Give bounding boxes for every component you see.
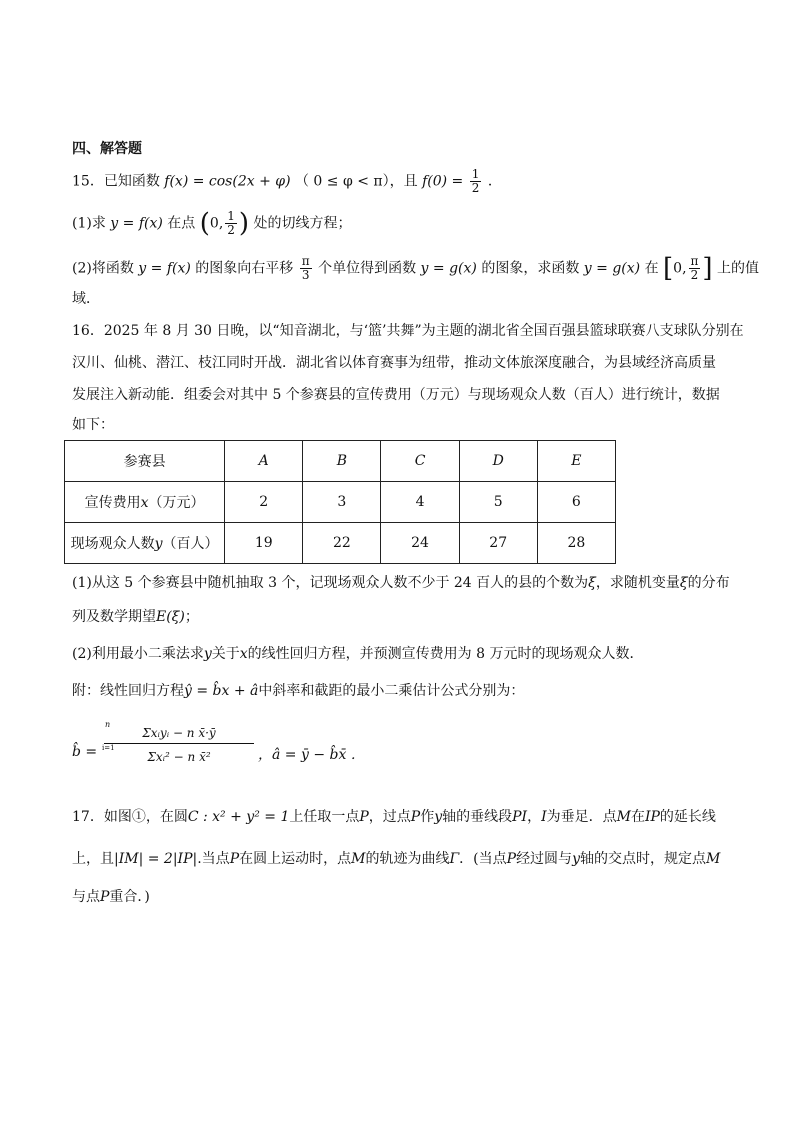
q15-part2: (2)将函数 y = f(x) 的图象向右平移 $\frac{\pi}{3}$ 个单位得到函数 y = g(x) 的图象，求函数 y = g(x) 在 [0, $\frac{\pi}{2}$ ] 上的值 bbox=[72, 253, 760, 284]
table-cell: 24 bbox=[381, 523, 459, 564]
q15-f0: f(0) = bbox=[422, 173, 464, 190]
formula-b-hat: b̂ = bbox=[72, 744, 98, 760]
q17-line1: 17．如图①，在圆C : x² + y² = 1上任取一点P，过点P作y轴的垂线段PI，I为垂足．点M在IP的延长线 bbox=[72, 809, 716, 825]
q15-pi-over-2: $\frac{\pi}{2}$ bbox=[690, 254, 699, 282]
figure-ref: ① bbox=[131, 809, 146, 825]
table-cell: 6 bbox=[537, 482, 615, 523]
q15-part1: (1)求 y = f(x) 在点 (0, $\frac{1}{2}$ ) 处的切线方程； bbox=[72, 208, 352, 239]
regression-formula: b̂ = Σxᵢyᵢ − n x̄·ȳ Σxᵢ² − n x̄² n i=1 ，â = ȳ − b̂x̄ ． bbox=[72, 720, 365, 764]
section-title: 四、解答题 bbox=[72, 141, 142, 157]
table-row bbox=[65, 482, 616, 523]
formula-denominator: Σxᵢ² − n x̄² bbox=[147, 750, 211, 764]
table-header-cell: 参赛县 bbox=[65, 441, 225, 482]
formula-numerator: Σxᵢyᵢ − n x̄·ȳ bbox=[104, 726, 254, 744]
table-county: B bbox=[303, 441, 381, 482]
q15-cond: （ 0 ≤ φ < π），且 bbox=[294, 173, 418, 190]
q15-part2-cont: 域． bbox=[72, 291, 100, 307]
table-cell: 28 bbox=[537, 523, 615, 564]
table-row-label: 宣传费用x（万元） bbox=[65, 482, 225, 523]
q16-line1: 16．2025 年 8 月 30 日晚，以“知音湖北，与‘篮’共舞”为主题的湖北省全国百强县篮球联赛八支球队分别在 bbox=[72, 323, 744, 339]
table-row bbox=[65, 523, 616, 564]
data-table bbox=[64, 440, 616, 564]
q16-part1: (1)从这 5 个参赛县中随机抽取 3 个，记现场观众人数不少于 24 百人的县的个数为ξ，求随机变量ξ的分布 bbox=[72, 575, 730, 591]
table-county: A bbox=[225, 441, 303, 482]
table-cell: 3 bbox=[303, 482, 381, 523]
q15-stem: 15．已知函数 f(x) = cos(2x + φ) （ 0 ≤ φ < π），且 f(0) = $\frac{1}{2}$ ． bbox=[72, 167, 502, 195]
table-cell: 5 bbox=[459, 482, 537, 523]
q16-line4: 如下： bbox=[72, 417, 114, 433]
table-county: C bbox=[381, 441, 459, 482]
q16-line3: 发展注入新动能．组委会对其中 5 个参赛县的宣传费用（万元）与现场观众人数（百人）进行统计，数据 bbox=[72, 387, 720, 403]
q16-note: 附：线性回归方程ŷ = b̂x + â中斜率和截距的最小二乘估计公式分别为： bbox=[72, 683, 525, 699]
q15-point-half: $\frac{1}{2}$ bbox=[227, 209, 235, 237]
q17-line2: 上，且|IM| = 2|IP|.当点P在圆上运动时，点M的轨迹为曲线Γ．(当点P经过圆与y轴的交点时，规定点M bbox=[72, 851, 721, 867]
table-cell: 4 bbox=[381, 482, 459, 523]
table-cell: 2 bbox=[225, 482, 303, 523]
q15-half: $\frac{1}{2}$ bbox=[471, 167, 480, 195]
formula-a-hat: ，â = ȳ − b̂x̄ ． bbox=[258, 747, 365, 763]
q17-line3: 与点P重合．) bbox=[72, 889, 150, 905]
table-row-label: 现场观众人数y（百人） bbox=[65, 523, 225, 564]
q15-func: f(x) = cos(2x + φ) bbox=[164, 173, 291, 190]
q15-intro: 15．已知函数 bbox=[72, 173, 160, 190]
table-county: D bbox=[459, 441, 537, 482]
q16-part2: (2)利用最小二乘法求y关于x的线性回归方程，并预测宣传费用为 8 万元时的现场观众人数． bbox=[72, 646, 644, 662]
formula-fraction bbox=[104, 726, 254, 764]
table-cell: 22 bbox=[303, 523, 381, 564]
table-row bbox=[65, 441, 616, 482]
q15-pi-over-3: $\frac{\pi}{3}$ bbox=[301, 254, 310, 282]
q16-line2: 汉川、仙桃、潜江、枝江同时开战．湖北省以体育赛事为纽带，推动文体旅深度融合，为县域经济高质量 bbox=[72, 355, 716, 371]
q16-part1-cont: 列及数学期望E(ξ)； bbox=[72, 609, 199, 625]
table-cell: 19 bbox=[225, 523, 303, 564]
table-county: E bbox=[537, 441, 615, 482]
table-cell: 27 bbox=[459, 523, 537, 564]
